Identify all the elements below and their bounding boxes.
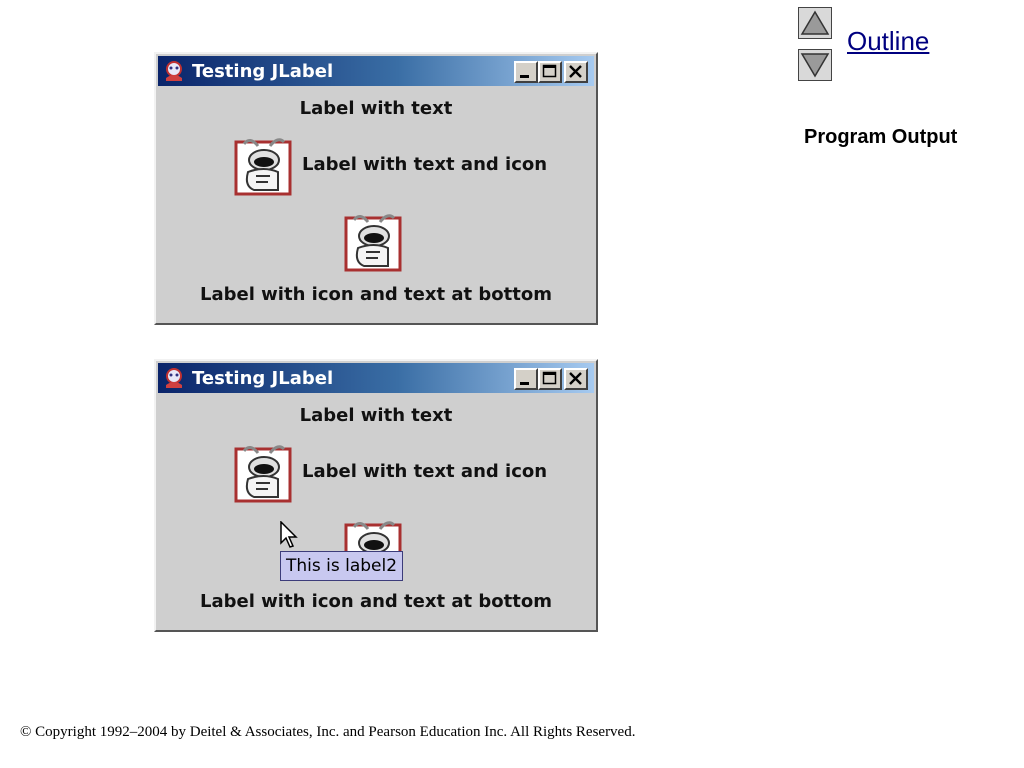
window-title: Testing JLabel <box>192 61 334 82</box>
close-button[interactable] <box>564 61 588 83</box>
previous-slide-button[interactable] <box>798 7 832 39</box>
jlabel-window-1 <box>154 52 598 325</box>
copyright-footer: © Copyright 1992–2004 by Deitel & Associates, Inc. and Pearson Education Inc. All Rights Reserved. <box>20 724 636 740</box>
label2-tooltip: This is label2 <box>280 551 403 581</box>
window-title: Testing JLabel <box>192 368 334 389</box>
minimize-button[interactable] <box>514 368 538 390</box>
close-icon <box>566 63 586 81</box>
jlabel-window-2 <box>154 359 598 632</box>
triangle-up-icon <box>799 8 831 38</box>
window-titlebar[interactable] <box>158 56 594 86</box>
label-with-text-and-icon: Label with text and icon <box>302 154 548 175</box>
window-content <box>158 393 594 628</box>
window-titlebar[interactable] <box>158 363 594 393</box>
label-with-icon-and-text-at-bottom: Label with icon and text at bottom <box>200 284 552 305</box>
minimize-icon <box>516 63 536 81</box>
mouse-cursor-icon <box>280 521 300 549</box>
bug-icon <box>344 212 404 274</box>
bug-icon <box>234 136 294 198</box>
java-app-icon <box>162 60 186 82</box>
label-with-text: Label with text <box>299 405 453 426</box>
program-output-heading: Program Output <box>804 126 958 148</box>
label-with-text-and-icon: Label with text and icon <box>302 461 548 482</box>
minimize-icon <box>516 370 536 388</box>
java-app-icon <box>162 367 186 389</box>
maximize-button[interactable] <box>538 61 562 83</box>
label-with-icon-and-text-at-bottom: Label with icon and text at bottom <box>200 591 552 612</box>
label-with-text: Label with text <box>299 98 453 119</box>
outline-link[interactable]: Outline <box>847 26 930 56</box>
bug-icon[interactable] <box>234 443 294 505</box>
window-content <box>158 86 594 321</box>
close-button[interactable] <box>564 368 588 390</box>
maximize-icon <box>540 370 560 388</box>
maximize-button[interactable] <box>538 368 562 390</box>
next-slide-button[interactable] <box>798 49 832 81</box>
close-icon <box>566 370 586 388</box>
triangle-down-icon <box>799 50 831 80</box>
minimize-button[interactable] <box>514 61 538 83</box>
maximize-icon <box>540 63 560 81</box>
